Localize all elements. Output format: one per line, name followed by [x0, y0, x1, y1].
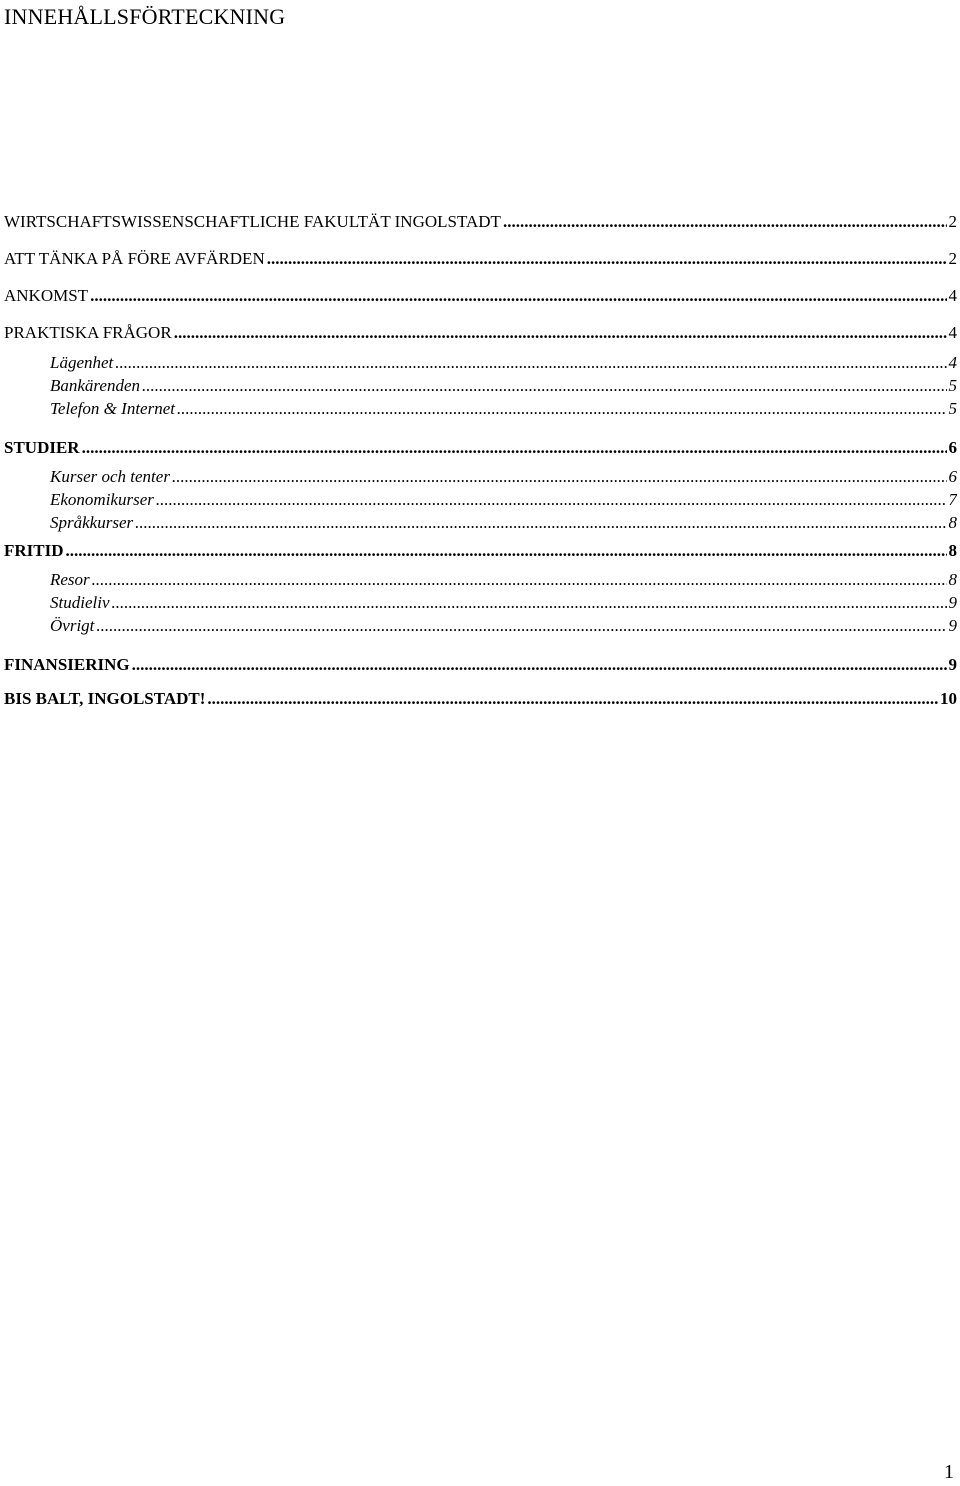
dot-leader: [177, 397, 947, 420]
toc-entry-page: 10: [940, 689, 957, 708]
dot-leader: [156, 488, 947, 511]
toc-entry-label: ANKOMST: [4, 285, 89, 305]
toc-entry[interactable]: [4, 431, 957, 465]
toc-entry-label: STUDIER: [4, 438, 80, 457]
dot-leader: [82, 438, 947, 458]
toc-entry-label: FRITID: [4, 541, 64, 560]
toc-subentry[interactable]: [4, 511, 957, 534]
table-of-contents: [4, 203, 957, 716]
toc-entry-label: Resor: [50, 570, 90, 589]
toc-entry-label: FINANSIERING: [4, 655, 130, 674]
toc-entry-label: WIRTSCHAFTSWISSENSCHAFTLICHE FAKULTÄT INGOLSTADT: [4, 211, 501, 231]
toc-entry-page: 5: [948, 399, 957, 418]
toc-subentry[interactable]: [4, 465, 957, 488]
toc-entry-page: 9: [948, 655, 957, 674]
page-number: 1: [944, 1461, 954, 1483]
toc-entry-page: 6: [948, 467, 957, 486]
toc-entry-label: Telefon & Internet: [50, 399, 175, 418]
toc-entry[interactable]: [4, 314, 957, 351]
dot-leader: [92, 568, 947, 591]
toc-entry-page: 9: [948, 616, 957, 635]
toc-subentry[interactable]: [4, 614, 957, 637]
toc-subentry[interactable]: [4, 488, 957, 511]
toc-entry-page: 2: [948, 211, 957, 231]
toc-subentry[interactable]: [4, 351, 957, 374]
dot-leader: [207, 689, 938, 709]
toc-entry-label: PRAKTISKA FRÅGOR: [4, 322, 172, 342]
dot-leader: [96, 614, 946, 637]
dot-leader: [135, 511, 946, 534]
toc-entry[interactable]: [4, 534, 957, 568]
dot-leader: [90, 286, 946, 306]
dot-leader: [142, 374, 946, 397]
toc-entry-label: BIS BALT, INGOLSTADT!: [4, 689, 206, 708]
dot-leader: [111, 591, 946, 614]
toc-entry[interactable]: [4, 277, 957, 314]
toc-subentry[interactable]: [4, 568, 957, 591]
toc-entry-page: 6: [948, 438, 957, 457]
toc-entry[interactable]: [4, 240, 957, 277]
toc-entry-page: 5: [948, 376, 957, 395]
toc-entry-label: Kurser och tenter: [50, 467, 170, 486]
dot-leader: [503, 212, 947, 232]
page-title: INNEHÅLLSFÖRTECKNING: [4, 4, 286, 29]
dot-leader: [174, 323, 947, 343]
toc-entry[interactable]: [4, 648, 957, 682]
toc-entry-label: Lägenhet: [50, 353, 114, 372]
toc-subentry[interactable]: [4, 374, 957, 397]
toc-entry[interactable]: [4, 682, 957, 716]
toc-entry-page: 9: [948, 593, 957, 612]
toc-entry-page: 4: [948, 285, 957, 305]
dot-leader: [172, 465, 947, 488]
toc-entry-label: Språkkurser: [50, 513, 134, 532]
dot-leader: [115, 351, 946, 374]
dot-leader: [132, 655, 947, 675]
toc-entry-label: Bankärenden: [50, 376, 141, 395]
toc-entry-page: 8: [948, 570, 957, 589]
toc-entry-page: 4: [948, 322, 957, 342]
toc-entry-page: 4: [948, 353, 957, 372]
toc-entry-page: 8: [948, 541, 957, 560]
toc-entry-label: Övrigt: [50, 616, 95, 635]
toc-subentry[interactable]: [4, 397, 957, 420]
dot-leader: [267, 249, 947, 269]
toc-entry-page: 7: [948, 490, 957, 509]
toc-entry-page: 2: [948, 248, 957, 268]
toc-subentry[interactable]: [4, 591, 957, 614]
toc-entry-label: ATT TÄNKA PÅ FÖRE AVFÄRDEN: [4, 248, 265, 268]
toc-entry-page: 8: [948, 513, 957, 532]
toc-entry-label: Ekonomikurser: [50, 490, 154, 509]
toc-entry-label: Studieliv: [50, 593, 110, 612]
dot-leader: [66, 541, 947, 561]
toc-entry[interactable]: [4, 203, 957, 240]
